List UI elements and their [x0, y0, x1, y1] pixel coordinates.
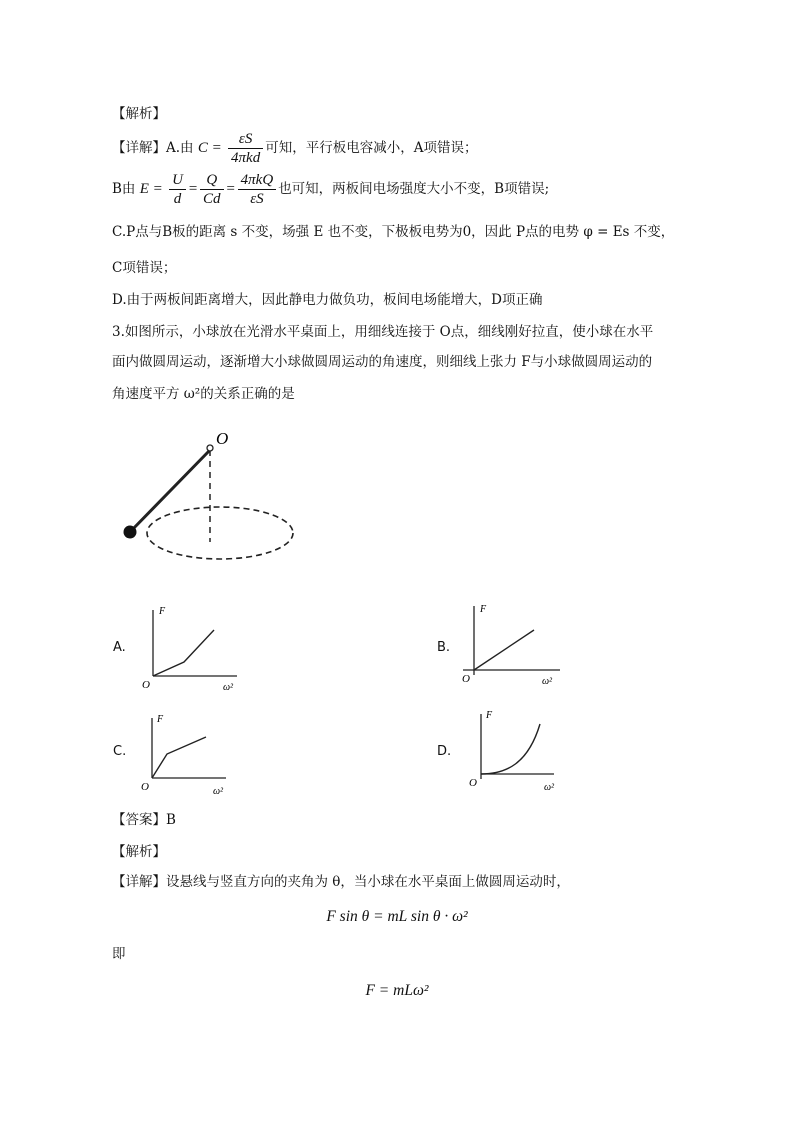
field-lhs: E = [139, 181, 163, 197]
option-a-x-label: ω² [223, 682, 234, 693]
option-c-origin: O [141, 781, 149, 793]
option-c-y-label: F [157, 714, 164, 725]
ji-text: 即 [112, 946, 126, 962]
option-b-graph [460, 600, 565, 692]
option-b-origin: O [462, 673, 470, 685]
option-d-x-label: ω² [544, 782, 555, 793]
option-a-y-label: F [159, 606, 166, 617]
option-d-origin: O [469, 777, 477, 789]
answer-line: 【答案】B [112, 812, 176, 828]
detail-tag: 【详解】 [112, 140, 166, 156]
analysis-tag: 【解析】 [112, 106, 166, 122]
fraction-4pikq: $\frac{\text{4πkQ}}{\varepsilon S}$ [238, 171, 277, 208]
detail-line-d: D.由于两板间距离增大，因此静电力做负功，板间电场能增大，D项正确 [112, 292, 543, 308]
equals-sign: = [187, 181, 199, 197]
option-b-label: B. [437, 640, 451, 655]
option-d-label: D. [437, 744, 452, 759]
line-a-prefix: A.由 [166, 140, 194, 156]
question-line-3: 角速度平方 ω²的关系正确的是 [112, 386, 295, 402]
option-c-label: C. [113, 744, 127, 759]
option-b-x-label: ω² [542, 676, 553, 687]
fraction-u-d: $\frac{U}{d}$ [169, 171, 186, 208]
option-c-x-label: ω² [213, 786, 224, 797]
option-c-graph [140, 710, 245, 802]
option-a-graph [140, 602, 245, 694]
pendulum-figure [110, 422, 310, 572]
option-c-curve [152, 737, 206, 778]
line-b-prefix: B由 [112, 181, 136, 197]
string-line [130, 450, 210, 532]
detail-line-a [112, 130, 477, 166]
point-o-label: O [216, 429, 229, 448]
question-line-1: 3.如图所示，小球放在光滑水平桌面上，用细线连接于 O点，细线刚好拉直，使小球在水平 [112, 324, 654, 340]
circular-path [147, 507, 293, 559]
option-a-origin: O [142, 679, 150, 691]
fraction-q-cd: $\frac{Q}{Cd}$ [200, 171, 224, 208]
option-d-y-label: F [486, 710, 493, 721]
detail-line-b [112, 171, 549, 207]
option-d-graph [466, 706, 571, 798]
equation-2: F = mLω² [365, 982, 429, 999]
option-d-curve [481, 724, 540, 774]
line-b-suffix: 也可知，两板间电场强度大小不变，B项错误; [278, 181, 550, 197]
equation-1: F sin θ = mL sin θ · ω² [326, 908, 468, 925]
question-line-2: 面内做圆周运动，逐渐增大小球做圆周运动的角速度，则细线上张力 F与小球做圆周运动的 [112, 354, 653, 370]
detail-line-c2: C项错误； [112, 260, 177, 276]
detail-line-c1: C.P点与B板的距离 s 不变，场强 E 也不变，下极板电势为0，因此 P点的电势 φ = Es 不变， [112, 224, 675, 240]
point-o [207, 445, 213, 451]
line-a-suffix: 可知，平行板电容减小，A项错误； [265, 140, 478, 156]
equals-sign: = [225, 181, 236, 197]
ball [124, 526, 137, 539]
answer-analysis-tag: 【解析】 [112, 844, 166, 860]
capacitance-fraction: $\frac{\varepsilon S}{\text{4πkd}}$ [228, 130, 263, 167]
answer-detail-line: 【详解】设悬线与竖直方向的夹角为 θ，当小球在水平桌面上做圆周运动时， [112, 874, 570, 890]
option-a-curve [153, 630, 214, 676]
option-a-label: A. [113, 640, 126, 655]
capacitance-lhs: C = [197, 140, 222, 156]
option-b-curve [474, 630, 534, 670]
option-b-y-label: F [480, 604, 487, 615]
